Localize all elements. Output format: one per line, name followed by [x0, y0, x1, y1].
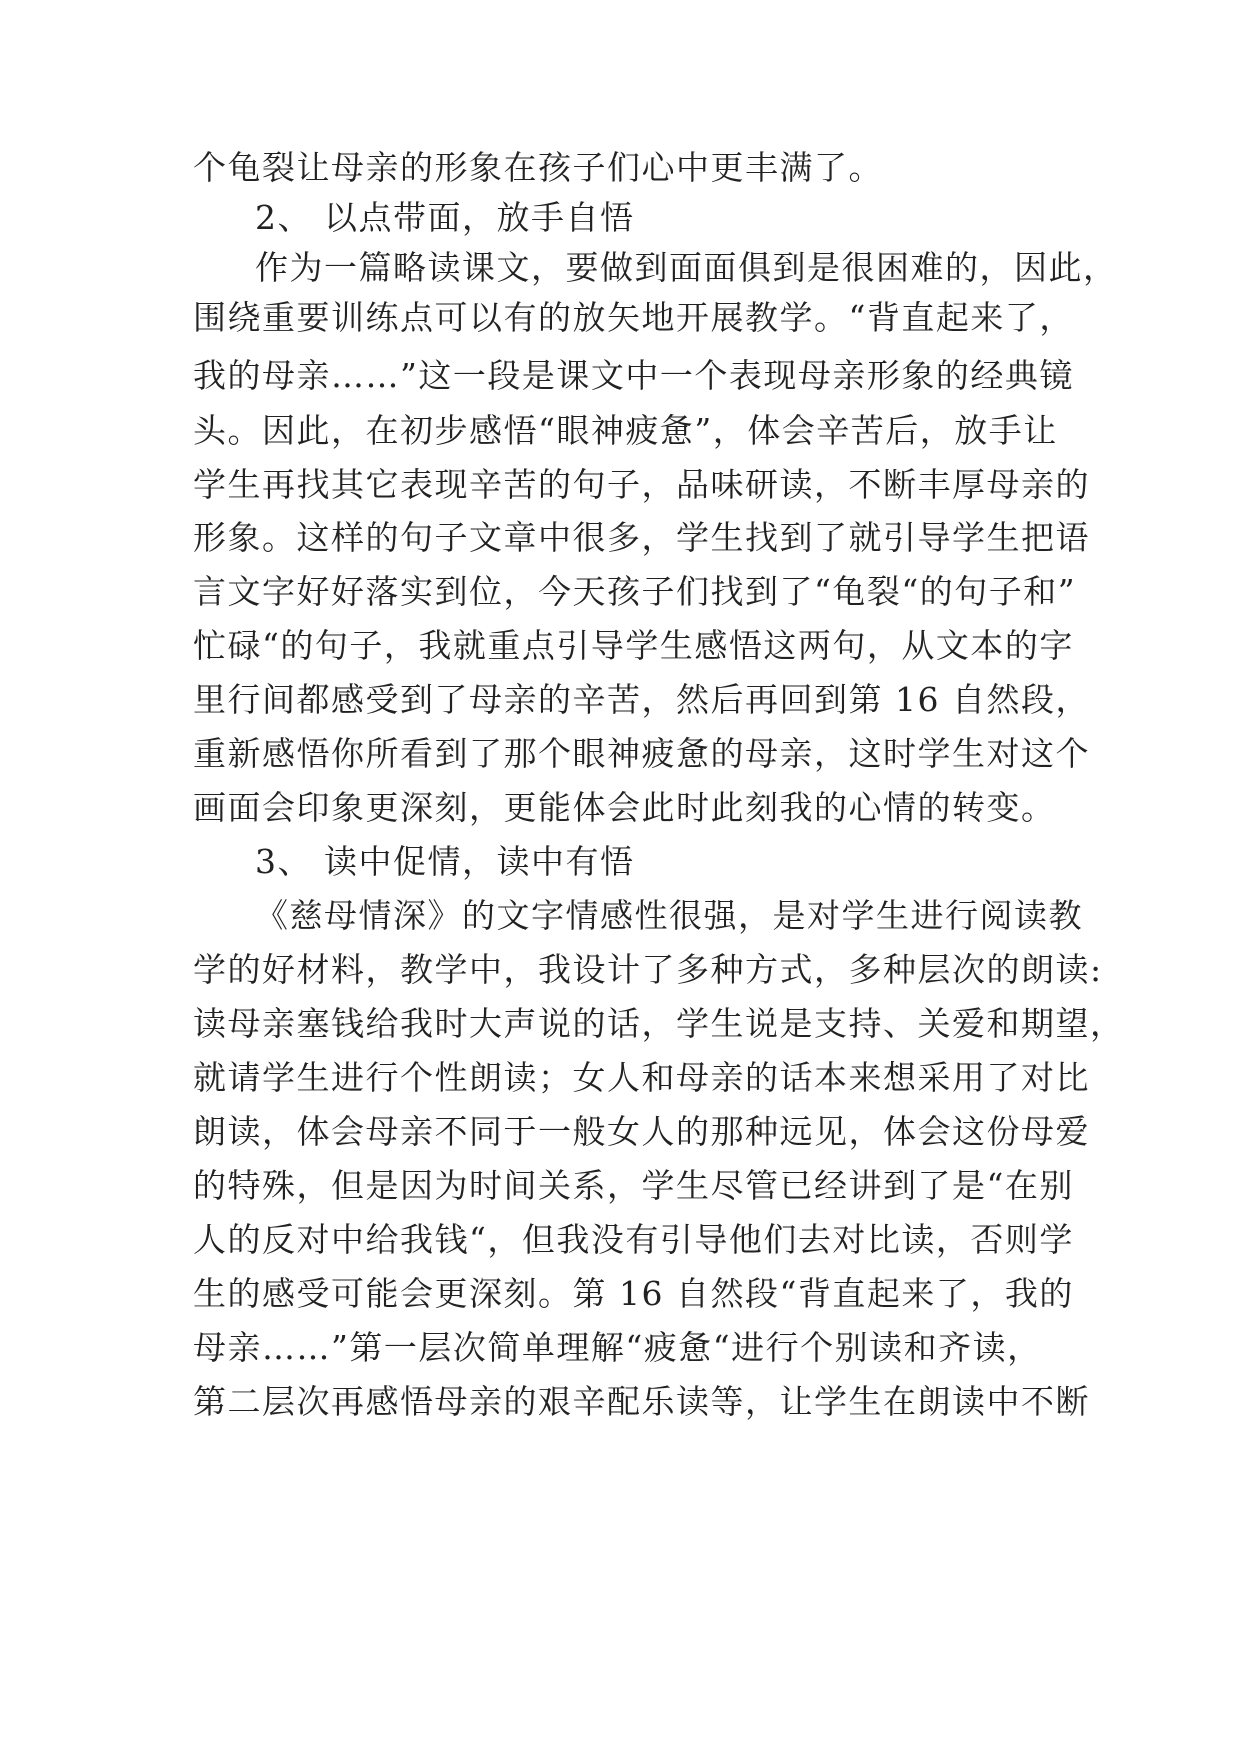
section-heading: 3、 读中促情，读中有悟 [255, 842, 635, 881]
paragraph-first-line: 《慈母情深》的文字情感性很强，是对学生进行阅读教 [255, 896, 1083, 935]
paragraph-first-line: 作为一篇略读课文，要做到面面俱到是很困难的，因此， [255, 248, 1118, 287]
text-line: 读母亲塞钱给我时大声说的话，学生说是支持、关爱和期望， [193, 1004, 1125, 1043]
text-line: 就请学生进行个性朗读；女人和母亲的话本来想采用了对比 [193, 1058, 1090, 1097]
text-line: 生的感受可能会更深刻。第 16 自然段“背直起来了，我的 [193, 1274, 1074, 1313]
text-line: 人的反对中给我钱“，但我没有引导他们去对比读，否则学 [193, 1220, 1074, 1259]
text-line: 形象。这样的句子文章中很多，学生找到了就引导学生把语 [193, 518, 1090, 557]
text-line: 画面会印象更深刻，更能体会此时此刻我的心情的转变。 [193, 788, 1056, 827]
text-line: 重新感悟你所看到了那个眼神疲惫的母亲，这时学生对这个 [193, 734, 1090, 773]
text-line: 学的好材料，教学中，我设计了多种方式，多种层次的朗读: [193, 950, 1103, 989]
text-line: 的特殊，但是因为时间关系，学生尽管已经讲到了是“在别 [193, 1166, 1074, 1205]
text-line: 我的母亲……”这一段是课文中一个表现母亲形象的经典镜 [193, 356, 1074, 395]
text-line: 围绕重要训练点可以有的放矢地开展教学。“背直起来了， [193, 298, 1074, 337]
text-line: 里行间都感受到了母亲的辛苦，然后再回到第 16 自然段， [193, 680, 1090, 719]
text-line: 学生再找其它表现辛苦的句子，品味研读，不断丰厚母亲的 [193, 465, 1090, 504]
section-heading: 2、 以点带面，放手自悟 [255, 198, 635, 237]
text-line: 个龟裂让母亲的形象在孩子们心中更丰满了。 [193, 148, 883, 187]
text-line: 第二层次再感悟母亲的艰辛配乐读等，让学生在朗读中不断 [193, 1382, 1090, 1421]
text-line: 头。因此，在初步感悟“眼神疲惫”，体会辛苦后，放手让 [193, 411, 1058, 450]
text-line: 朗读，体会母亲不同于一般女人的那种远见，体会这份母爱 [193, 1112, 1090, 1151]
text-line: 母亲……”第一层次简单理解“疲惫“进行个别读和齐读， [193, 1328, 1042, 1367]
text-line: 忙碌“的句子，我就重点引导学生感悟这两句，从文本的字 [193, 626, 1074, 665]
text-line: 言文字好好落实到位，今天孩子们找到了“龟裂“的句子和” [193, 572, 1077, 611]
